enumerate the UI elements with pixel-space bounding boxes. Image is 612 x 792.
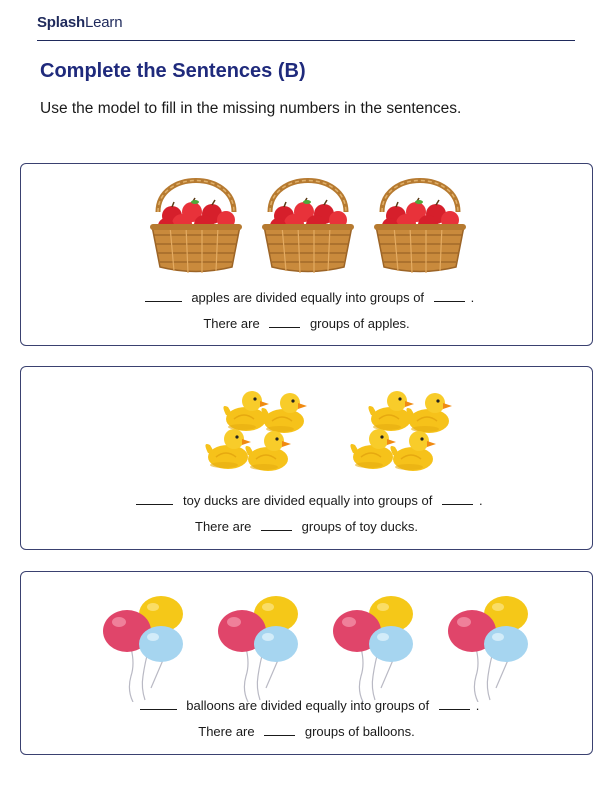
balloon-group-icon bbox=[218, 596, 298, 702]
brand-logo bbox=[37, 14, 122, 31]
sentence-1-period: . bbox=[475, 698, 480, 713]
answer-blank-group-count[interactable] bbox=[264, 734, 295, 736]
sentence-2-suffix: groups of apples. bbox=[309, 316, 410, 331]
brand-logo-bold: Splash bbox=[37, 14, 85, 31]
sentence-1-period: . bbox=[470, 290, 475, 305]
toy-duck-icon bbox=[245, 431, 291, 471]
instruction-text: Use the model to fill in the missing numbers in the sentences. bbox=[40, 100, 462, 117]
balloon-group-icon bbox=[103, 596, 183, 702]
page-title: Complete the Sentences (B) bbox=[40, 60, 306, 82]
balloon-group-icon bbox=[448, 596, 528, 702]
answer-blank-group-size[interactable] bbox=[434, 300, 465, 302]
toy-duck-icon bbox=[406, 393, 452, 433]
sentence-1 bbox=[21, 698, 592, 713]
answer-blank-group-size[interactable] bbox=[442, 503, 473, 505]
sentence-1-text: balloons are divided equally into groups of bbox=[186, 698, 430, 713]
answer-blank-total[interactable] bbox=[136, 503, 173, 505]
sentence-1-text: apples are divided equally into groups of bbox=[191, 290, 425, 305]
answer-blank-total[interactable] bbox=[140, 708, 177, 710]
apple-basket-icon bbox=[262, 181, 354, 274]
toy-duck-icon bbox=[390, 431, 436, 471]
sentence-2 bbox=[21, 519, 592, 534]
sentence-1 bbox=[21, 290, 592, 305]
toy-ducks-illustration bbox=[21, 367, 592, 497]
problem-panel-balloons bbox=[20, 571, 593, 755]
apple-baskets-illustration bbox=[21, 164, 592, 294]
problem-panel-apples bbox=[20, 163, 593, 346]
sentence-2-prefix: There are bbox=[203, 316, 260, 331]
problem-panel-ducks bbox=[20, 366, 593, 550]
toy-duck-icon bbox=[261, 393, 307, 433]
sentence-1 bbox=[21, 493, 592, 508]
sentence-2-prefix: There are bbox=[198, 724, 255, 739]
answer-blank-group-count[interactable] bbox=[269, 326, 300, 328]
sentence-1-period: . bbox=[478, 493, 483, 508]
toy-duck-icon bbox=[205, 429, 251, 469]
balloon-group-icon bbox=[333, 596, 413, 702]
brand-logo-regular: Learn bbox=[84, 14, 123, 31]
sentence-2-suffix: groups of toy ducks. bbox=[301, 519, 418, 534]
answer-blank-group-count[interactable] bbox=[261, 529, 292, 531]
sentence-2 bbox=[21, 724, 592, 739]
sentence-1-text: toy ducks are divided equally into groups of bbox=[183, 493, 433, 508]
header-rule bbox=[37, 40, 575, 41]
sentence-2-prefix: There are bbox=[195, 519, 252, 534]
answer-blank-group-size[interactable] bbox=[439, 708, 470, 710]
sentence-2 bbox=[21, 316, 592, 331]
apple-basket-icon bbox=[374, 181, 466, 274]
apple-basket-icon bbox=[150, 181, 242, 274]
toy-duck-icon bbox=[350, 429, 396, 469]
balloons-illustration bbox=[21, 572, 592, 702]
answer-blank-total[interactable] bbox=[145, 300, 182, 302]
sentence-2-suffix: groups of balloons. bbox=[304, 724, 415, 739]
